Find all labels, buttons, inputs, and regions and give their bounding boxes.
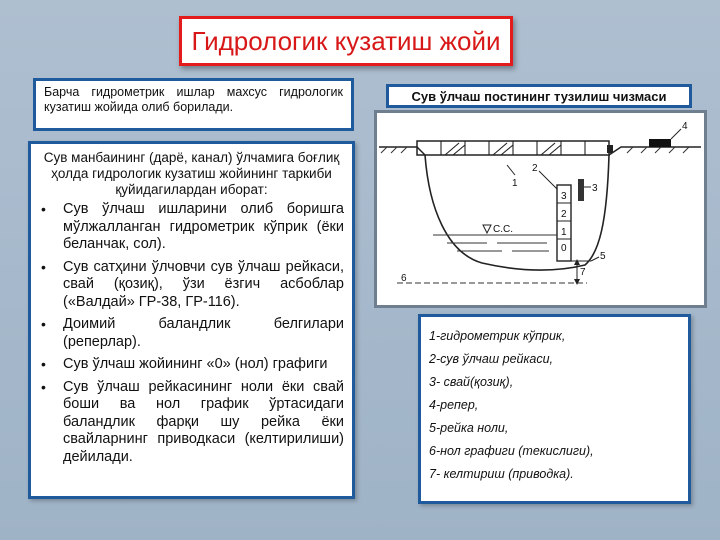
legend-item: 2-сув ўлчаш рейкаси, — [429, 352, 554, 366]
diagram-number-5: 5 — [600, 251, 606, 262]
gauging-station-diagram — [377, 113, 704, 305]
bank-hatch — [381, 147, 689, 153]
list-item: • Сув ўлчаш ишларини олиб боришга мўлжалланган гидрометрик кўприк (ёки беланчак, сол). — [41, 201, 344, 252]
list-item: • Доимий баландлик белгилари (реперлар). — [41, 316, 344, 350]
diagram-number-6: 6 — [401, 273, 407, 284]
staff-mark-3: 3 — [561, 191, 567, 202]
bridge-pier — [607, 145, 613, 153]
title-box — [179, 16, 513, 66]
diagram-number-7: 7 — [580, 267, 586, 278]
bridge-truss — [441, 141, 585, 155]
diagram-number-3: 3 — [592, 183, 598, 194]
staff-mark-0: 0 — [561, 243, 567, 254]
benchmark-icon — [649, 139, 671, 147]
water-level-label: С.С. — [493, 224, 513, 235]
pile-icon — [578, 179, 584, 201]
staff-mark-1: 1 — [561, 227, 567, 238]
intro-box — [33, 78, 354, 131]
legend-item: 3- свай(қозиқ), — [429, 375, 514, 389]
water-surface — [433, 235, 557, 251]
diagram-number-1: 1 — [512, 178, 518, 189]
diagram-box — [374, 110, 707, 308]
bullet-icon: • — [41, 356, 46, 372]
legend-item: 5-рейка ноли, — [429, 421, 509, 435]
diagram-number-4: 4 — [682, 121, 688, 132]
list-item: • Сув сатҳини ўлчовчи сув ўлчаш рейкаси, свай (қозиқ), ўзи ёзгич асбоблар («Валдай» ГР-38, ГР-116). — [41, 258, 344, 310]
component-list — [39, 201, 344, 466]
main-lead-text: Сув манбаининг (дарё, канал) ўлчамига боғлиқ ҳолда гидрологик кузатиш жойининг таркиби қуйидагилардан иборат: — [43, 150, 340, 197]
diagram-number-2: 2 — [532, 163, 538, 174]
legend-box — [418, 314, 691, 504]
bullet-icon: • — [41, 378, 46, 395]
legend-item: 4-репер, — [429, 398, 479, 412]
intro-text: Барча гидрометрик ишлар махсус гидрологик кузатиш жойида олиб борилади. — [44, 85, 343, 114]
legend-item: 7- келтириш (приводка). — [429, 467, 574, 481]
diagram-title-box — [386, 84, 692, 108]
water-level-marker-icon — [483, 225, 491, 233]
list-item: • Сув ўлчаш рейкасининг ноли ёки свай боши ва нол график ўртасидаги баландлик фарқи шу рейка ёки свайларнинг приводкаси (келтирилиши) дейилади. — [41, 378, 344, 465]
page-title: Гидрологик кузатиш жойи — [191, 25, 501, 56]
staff-mark-2: 2 — [561, 209, 567, 220]
bullet-icon: • — [41, 316, 46, 332]
diagram-title: Сув ўлчаш постининг тузилиш чизмаси — [411, 88, 667, 104]
list-item: • Сув ўлчаш жойининг «0» (нол) графиги — [41, 356, 328, 372]
bullet-icon: • — [41, 258, 46, 275]
channel-profile — [425, 155, 609, 270]
legend-item: 1-гидрометрик кўприк, — [429, 329, 566, 343]
legend-item: 6-нол графиги (текислиги), — [429, 444, 594, 458]
bullet-icon: • — [41, 201, 46, 217]
main-text-box — [28, 141, 355, 499]
